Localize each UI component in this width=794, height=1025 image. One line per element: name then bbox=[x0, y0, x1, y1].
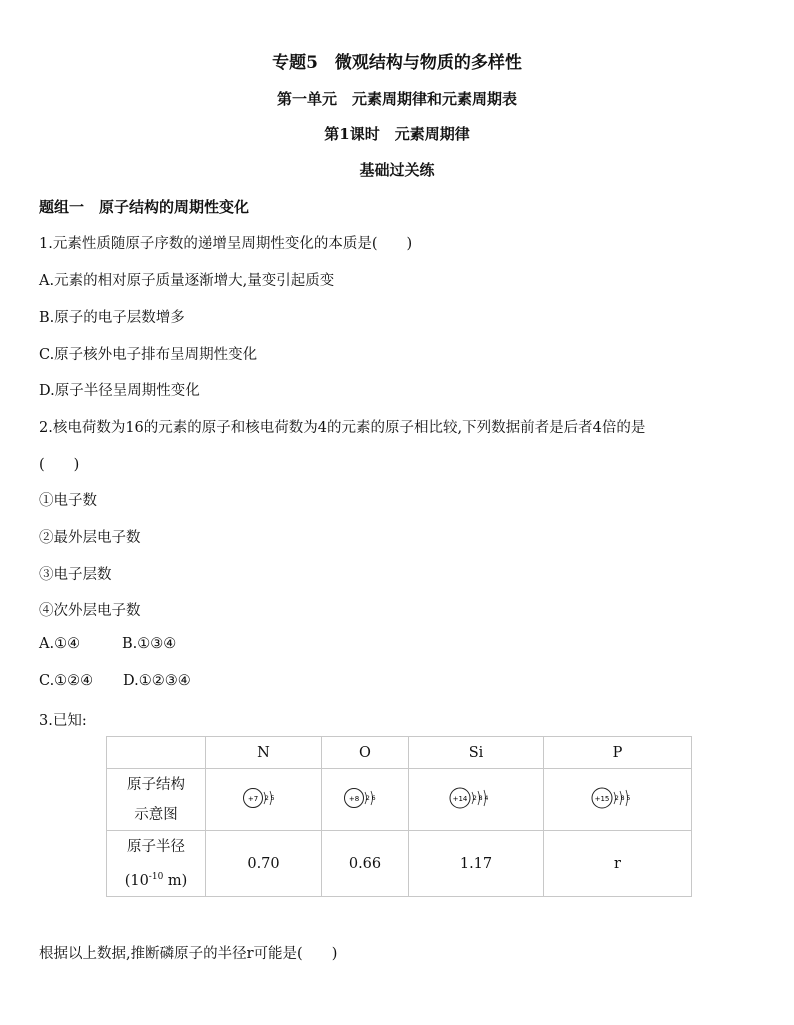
table-row-structure bbox=[107, 769, 692, 831]
table-cell: 1.17 bbox=[409, 831, 544, 897]
row-label-line: 原子结构 bbox=[127, 776, 185, 793]
table-header-cell bbox=[107, 737, 206, 769]
atom-diagram-cell bbox=[322, 769, 409, 831]
atom-structure-diagram bbox=[242, 783, 286, 813]
question-2-option-d: D.①②③④ bbox=[123, 673, 191, 689]
atom-diagram-cell bbox=[206, 769, 322, 831]
atom-structure-diagram bbox=[343, 783, 387, 813]
page-title: 专题5 微观结构与物质的多样性 bbox=[272, 53, 522, 73]
atom-structure-diagram bbox=[590, 783, 646, 813]
question-2-item-3: ③电子层数 bbox=[39, 567, 112, 583]
lesson-title: 第1课时 元素周期律 bbox=[324, 125, 470, 143]
question-3-prompt: 根据以上数据,推断磷原子的半径r可能是( ) bbox=[39, 946, 338, 962]
question-2-item-1: ①电子数 bbox=[39, 493, 97, 509]
question-1-option-d: D.原子半径呈周期性变化 bbox=[39, 383, 200, 399]
table-cell: 0.66 bbox=[322, 831, 409, 897]
svg-text:2 8 4: 2 8 4 bbox=[473, 794, 489, 802]
row-label bbox=[107, 769, 206, 831]
table-header-cell: P bbox=[544, 737, 692, 769]
question-1-option-b: B.原子的电子层数增多 bbox=[39, 310, 185, 326]
svg-text:+7: +7 bbox=[247, 794, 258, 803]
group-title: 题组一 原子结构的周期性变化 bbox=[39, 198, 250, 216]
row-label-line: ($10^{-10}$ m) bbox=[124, 871, 188, 889]
svg-text:+14: +14 bbox=[452, 794, 468, 803]
table-header-row bbox=[107, 737, 692, 769]
svg-text:2 6: 2 6 bbox=[366, 794, 376, 802]
unit-title: 第一单元 元素周期律和元素周期表 bbox=[276, 90, 517, 108]
question-2-stem: 2.核电荷数为16的元素的原子和核电荷数为4的元素的原子相比较,下列数据前者是后者4倍的是 bbox=[39, 420, 646, 436]
atom-data-table bbox=[106, 736, 692, 897]
question-2-stem-continued: ( ) bbox=[39, 457, 80, 473]
svg-text:2 8 5: 2 8 5 bbox=[614, 794, 630, 802]
question-1-option-c: C.原子核外电子排布呈周期性变化 bbox=[39, 347, 258, 363]
question-3-stem: 3.已知: bbox=[39, 713, 87, 729]
table-row-radius bbox=[107, 831, 692, 897]
svg-text:+8: +8 bbox=[348, 794, 360, 803]
question-2-option-b: B.①③④ bbox=[122, 636, 177, 652]
row-label-line: 示意图 bbox=[134, 806, 178, 823]
atom-diagram-cell bbox=[409, 769, 544, 831]
section-title: 基础过关练 bbox=[359, 161, 435, 179]
atom-diagram-cell bbox=[544, 769, 692, 831]
table-header-cell: Si bbox=[409, 737, 544, 769]
table-header-cell: N bbox=[206, 737, 322, 769]
table-cell: 0.70 bbox=[206, 831, 322, 897]
question-2-item-2: ②最外层电子数 bbox=[39, 530, 141, 546]
row-label bbox=[107, 831, 206, 897]
question-1-option-a: A.元素的相对原子质量逐渐增大,量变引起质变 bbox=[39, 273, 335, 289]
svg-text:+15: +15 bbox=[594, 794, 609, 803]
svg-text:2 5: 2 5 bbox=[264, 794, 275, 802]
question-2-options-row-2 bbox=[39, 673, 191, 689]
row-label-line: 原子半径 bbox=[127, 838, 185, 855]
table-cell: r bbox=[544, 831, 692, 897]
question-2-option-a: A.①④ bbox=[39, 636, 81, 652]
question-2-option-c: C.①②④ bbox=[39, 673, 94, 689]
question-2-options-row-1 bbox=[39, 636, 176, 652]
question-1-stem: 1.元素性质随原子序数的递增呈周期性变化的本质是( ) bbox=[39, 236, 413, 252]
question-2-item-4: ④次外层电子数 bbox=[39, 603, 141, 619]
table-header-cell: O bbox=[322, 737, 409, 769]
atom-structure-diagram bbox=[448, 783, 504, 813]
